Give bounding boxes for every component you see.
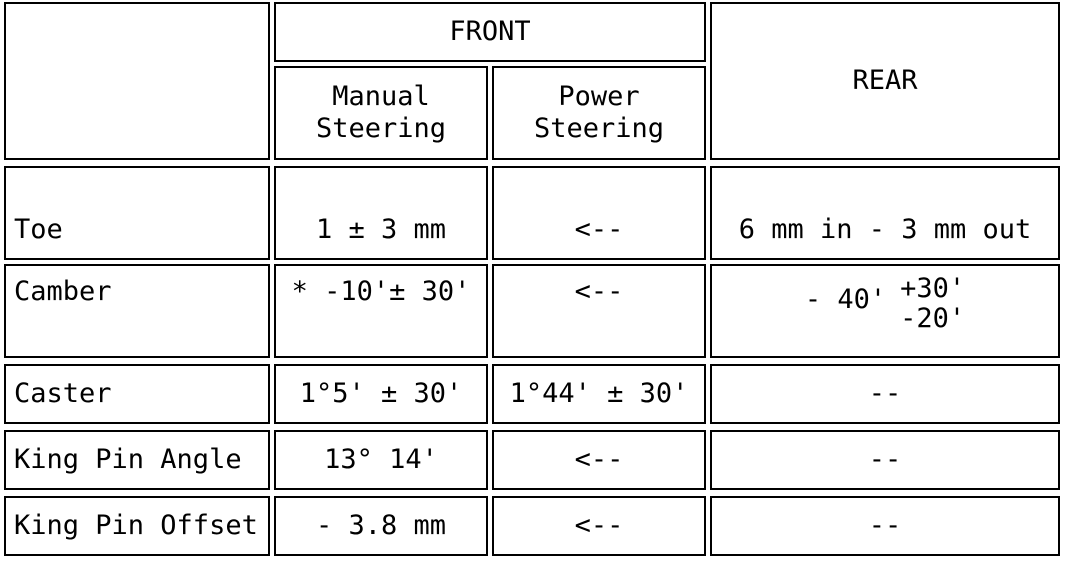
manual-steering-header (274, 66, 488, 160)
rear-header (710, 2, 1060, 160)
row-label-king-pin-angle (4, 430, 270, 490)
toe-manual-value (274, 166, 488, 260)
king-pin-offset-rear-value (710, 496, 1060, 556)
rear-header-label: REAR (852, 65, 918, 96)
manual-steering-label-line1: Manual (332, 81, 430, 112)
camber-power-text: <-- (574, 276, 624, 307)
row-label-toe-text: Toe (14, 214, 63, 245)
camber-rear-tolerance (900, 274, 965, 334)
camber-rear-tol-minus: -20' (900, 303, 966, 334)
row-label-king-pin-offset (4, 496, 270, 556)
king-pin-offset-manual-text: - 3.8 mm (315, 510, 447, 541)
row-label-toe (4, 166, 270, 260)
toe-power-text: <-- (574, 214, 624, 245)
camber-power-value (492, 264, 706, 358)
camber-manual-text: * -10'± 30' (291, 276, 471, 307)
row-label-caster (4, 364, 270, 424)
king-pin-offset-manual-value (274, 496, 488, 556)
camber-manual-value (274, 264, 488, 358)
king-pin-angle-rear-value (710, 430, 1060, 490)
caster-power-value (492, 364, 706, 424)
toe-rear-value (710, 166, 1060, 260)
king-pin-angle-rear-text: -- (868, 444, 902, 475)
king-pin-angle-manual-value (274, 430, 488, 490)
power-steering-label-line2: Steering (533, 113, 665, 144)
manual-steering-label-line2: Steering (315, 113, 447, 144)
row-label-king-pin-offset-text: King Pin Offset (14, 510, 258, 541)
caster-manual-text: 1°5' ± 30' (299, 378, 463, 409)
king-pin-offset-power-value (492, 496, 706, 556)
row-label-caster-text: Caster (14, 378, 112, 409)
caster-rear-text: -- (868, 378, 902, 409)
caster-rear-value (710, 364, 1060, 424)
front-header-label: FRONT (449, 16, 531, 47)
toe-manual-text: 1 ± 3 mm (315, 214, 447, 245)
corner-header-cell (4, 2, 270, 160)
king-pin-angle-power-value (492, 430, 706, 490)
row-label-king-pin-angle-text: King Pin Angle (14, 444, 242, 475)
camber-rear-value (710, 264, 1060, 358)
caster-power-text: 1°44' ± 30' (509, 378, 689, 409)
king-pin-offset-power-text: <-- (574, 510, 624, 541)
toe-rear-text: 6 mm in - 3 mm out (738, 214, 1032, 245)
caster-manual-value (274, 364, 488, 424)
king-pin-offset-rear-text: -- (868, 510, 902, 541)
toe-power-value (492, 166, 706, 260)
row-label-camber (4, 264, 270, 358)
king-pin-angle-power-text: <-- (574, 444, 624, 475)
power-steering-label-line1: Power (558, 81, 640, 112)
king-pin-angle-manual-text: 13° 14' (324, 444, 438, 475)
power-steering-header (492, 66, 706, 160)
camber-rear-main-text: - 40' (804, 284, 887, 315)
front-header (274, 2, 706, 62)
row-label-camber-text: Camber (14, 276, 112, 307)
camber-rear-tol-plus: +30' (900, 273, 966, 304)
